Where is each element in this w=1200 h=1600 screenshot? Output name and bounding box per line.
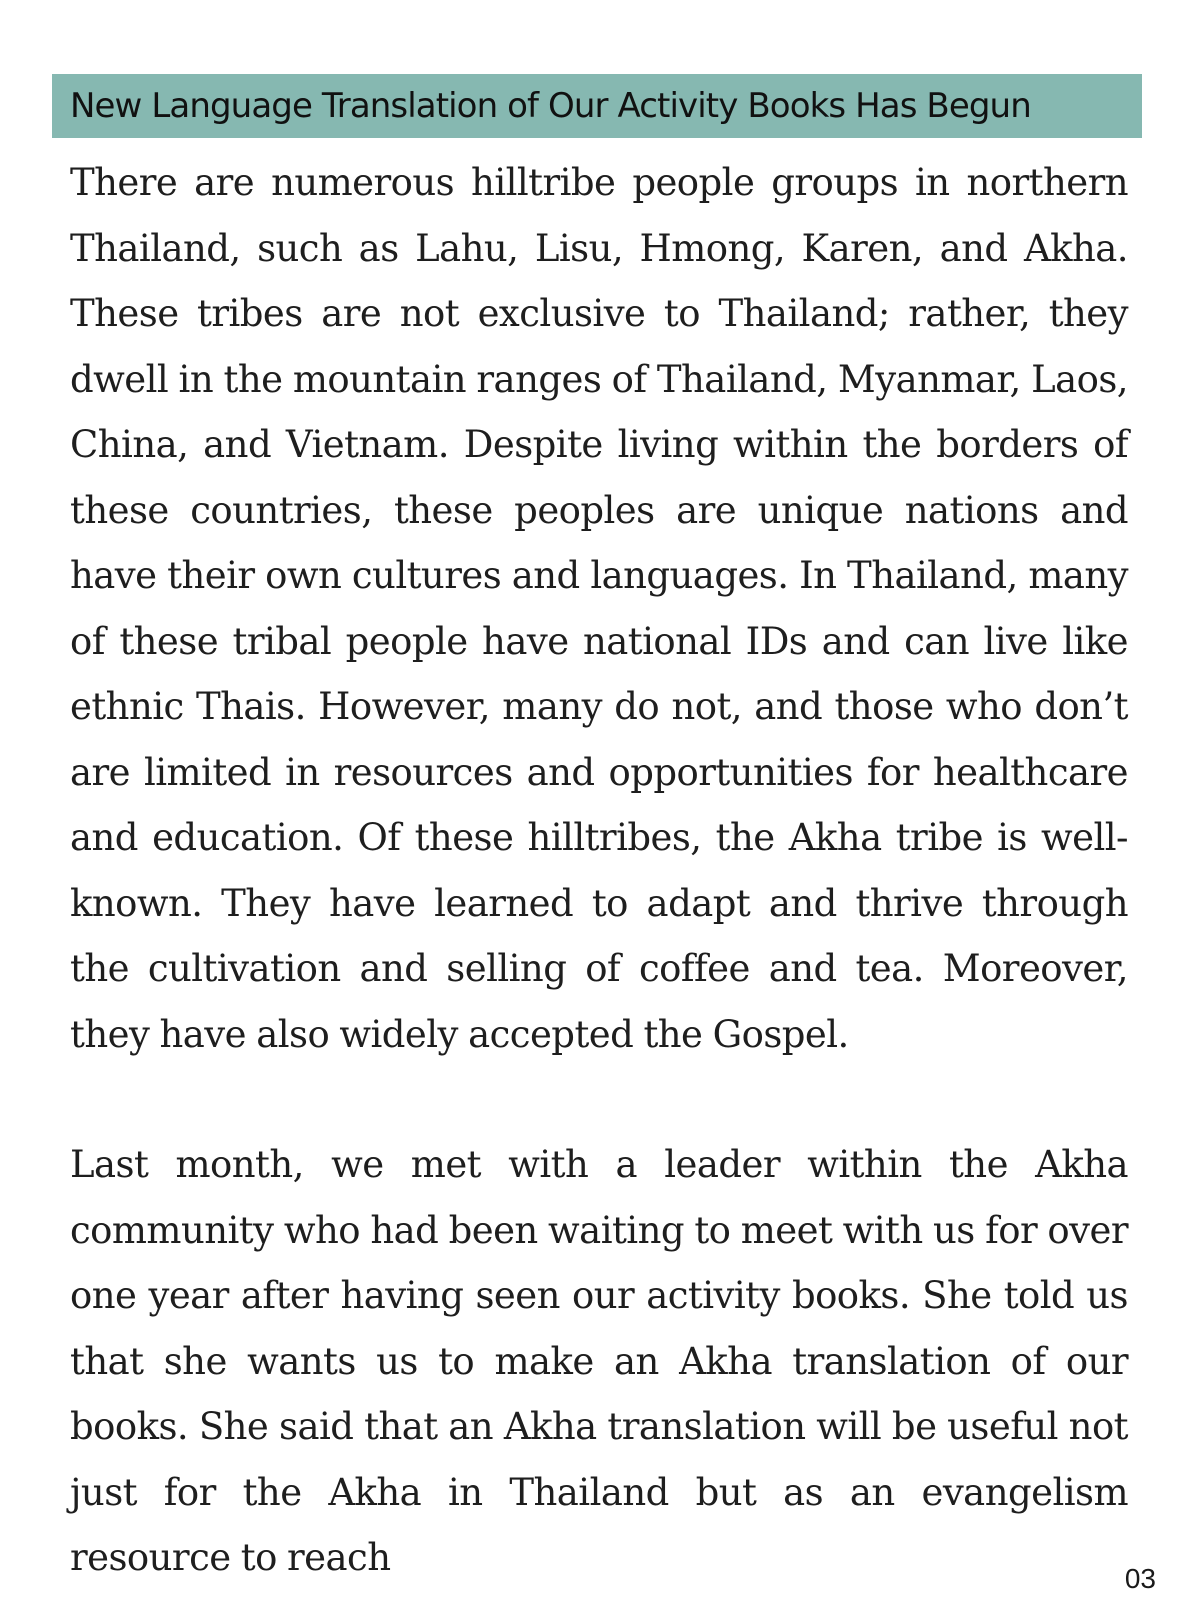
article-paragraph-2: Last month, we met with a leader within the Akha community who had been waiting to meet with us for over one year after having seen our activity books. She told us that she wants us to make an Akha translation of our books. She said that an Akha translation will be useful not just for the Akha in Thailand but as an evangelism resource to reach xyxy=(70,1143,1128,1579)
article-paragraph-1: There are numerous hilltribe people groups in northern Thailand, such as Lahu, Lisu, Hmong, Karen, and Akha. These tribes are not exclusive to Thailand; rather, they dwell in the mountain ranges of Thailand, Myanmar, Laos, China, and Vietnam. Despite living within the borders of these countries, these peoples are unique nations and have their own cultures and languages. In Thailand, many of these tribal people have national IDs and can live like ethnic Thais. However, many do not, and those who don’t are limited in resources and opportunities for healthcare and education. Of these hilltribes, the Akha tribe is well-known. They have learned to adapt and thrive through the cultivation and selling of coffee and tea. Moreover, they have also widely accepted the Gospel. xyxy=(70,161,1128,1056)
section-heading-bar xyxy=(52,74,1142,138)
section-heading: New Language Translation of Our Activity Books Has Begun xyxy=(70,86,1031,126)
page-number: 03 xyxy=(1124,1563,1156,1594)
article-body xyxy=(70,150,1128,1591)
